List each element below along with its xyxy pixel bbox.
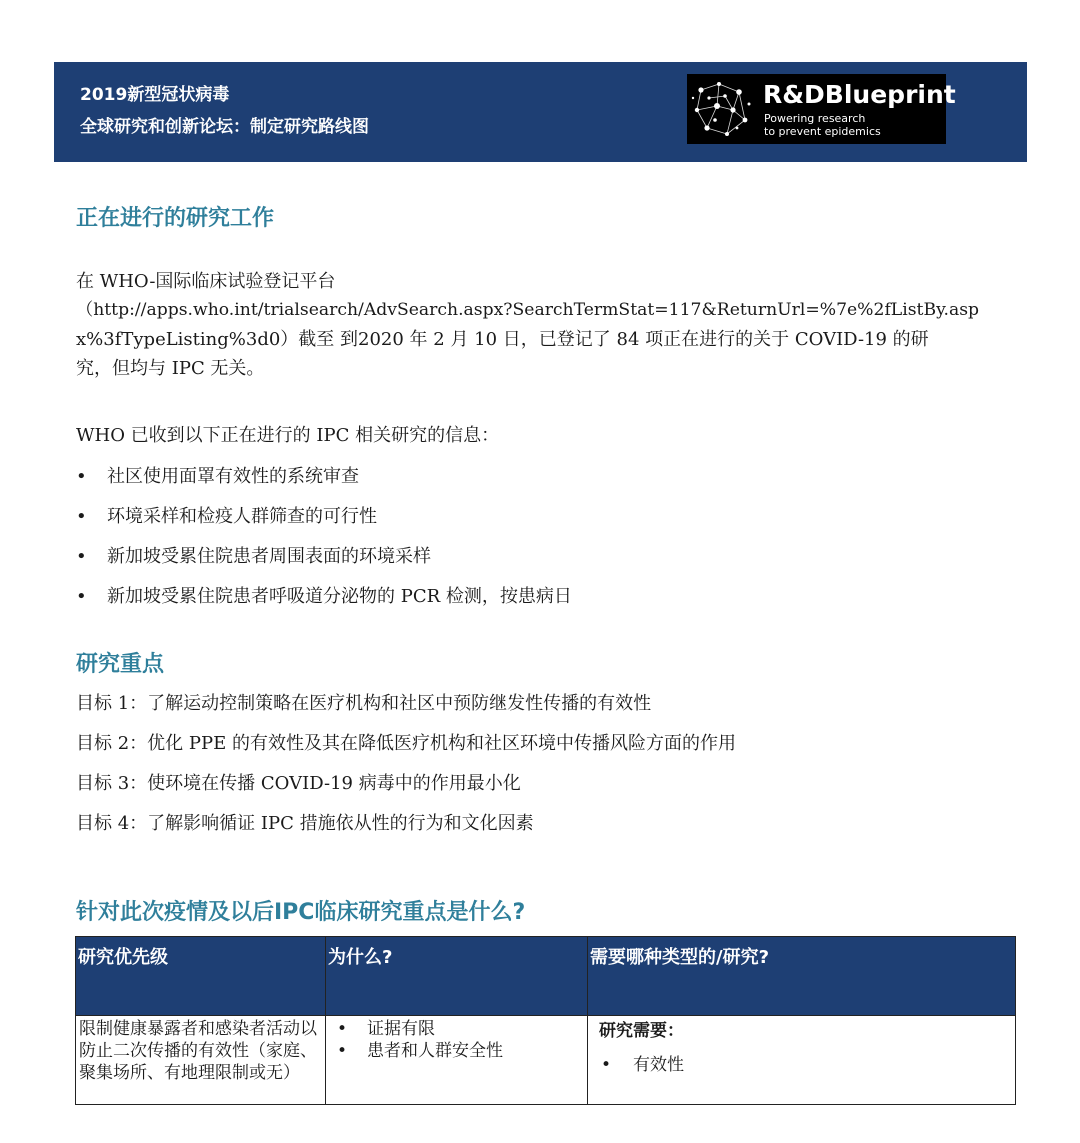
table-row [76,1016,1016,1105]
paragraph-line: （http://apps.who.int/trialsearch/AdvSearch.aspx?SearchTermStat=117&ReturnUrl=%7e%2fListBy.asp [76,300,980,320]
list-item: • 有效性 [601,1055,684,1075]
table-header-row [76,937,1016,1016]
network-globe-icon [689,76,755,142]
goal-item: 目标 1：了解运动控制策略在医疗机构和社区中预防继发性传播的有效性 [76,693,652,714]
research-need-cell [588,1016,1016,1105]
list-item: • 证据有限 [337,1019,435,1039]
section-heading-research-priorities: 研究重点 [76,652,165,677]
priority-cell: 限制健康暴露者和感染者活动以防止二次传播的有效性（家庭、聚集场所、有地理限制或无） [76,1016,326,1105]
header-banner [54,62,1027,162]
priority-table [75,936,1016,1105]
list-item: • 新加坡受累住院患者呼吸道分泌物的 PCR 检测，按患病日 [76,586,572,607]
banner-title-line1: 2019新型冠状病毒 [80,85,230,105]
column-header-why: 为什么? [326,937,588,1016]
logo-tagline-2: to prevent epidemics [764,125,881,138]
section-heading-ipc-priorities: 针对此次疫情及以后IPC临床研究重点是什么? [76,900,526,925]
rd-blueprint-logo [687,74,956,144]
why-cell [326,1016,588,1105]
list-item: • 患者和人群安全性 [337,1041,503,1061]
logo-name: R&DBlueprint [763,80,956,109]
column-header-priority: 研究优先级 [76,937,326,1016]
paragraph-line: 究，但均与 IPC 无关。 [76,358,265,379]
goal-item: 目标 4：了解影响循证 IPC 措施依从性的行为和文化因素 [76,813,534,834]
section-heading-ongoing-research: 正在进行的研究工作 [76,206,275,231]
paragraph-line: 在 WHO-国际临床试验登记平台 [76,271,336,292]
intro-text: WHO 已收到以下正在进行的 IPC 相关研究的信息： [76,425,500,446]
column-header-research-type: 需要哪种类型的/研究? [588,937,1016,1016]
list-item: • 环境采样和检疫人群筛查的可行性 [76,506,377,527]
logo-tagline-1: Powering research [764,112,866,125]
paragraph-line: x%3fTypeListing%3d0）截至 到2020 年 2 月 10 日，已登记了 84 项正在进行的关于 COVID-19 的研 [76,329,929,350]
banner-title-line2: 全球研究和创新论坛：制定研究路线图 [80,117,369,137]
goal-item: 目标 2：优化 PPE 的有效性及其在降低医疗机构和社区环境中传播风险方面的作用 [76,733,736,754]
list-item: • 新加坡受累住院患者周围表面的环境采样 [76,546,431,567]
list-item: • 社区使用面罩有效性的系统审查 [76,466,359,487]
goal-item: 目标 3：使环境在传播 COVID-19 病毒中的作用最小化 [76,773,521,794]
research-need-title: 研究需要： [599,1021,684,1041]
